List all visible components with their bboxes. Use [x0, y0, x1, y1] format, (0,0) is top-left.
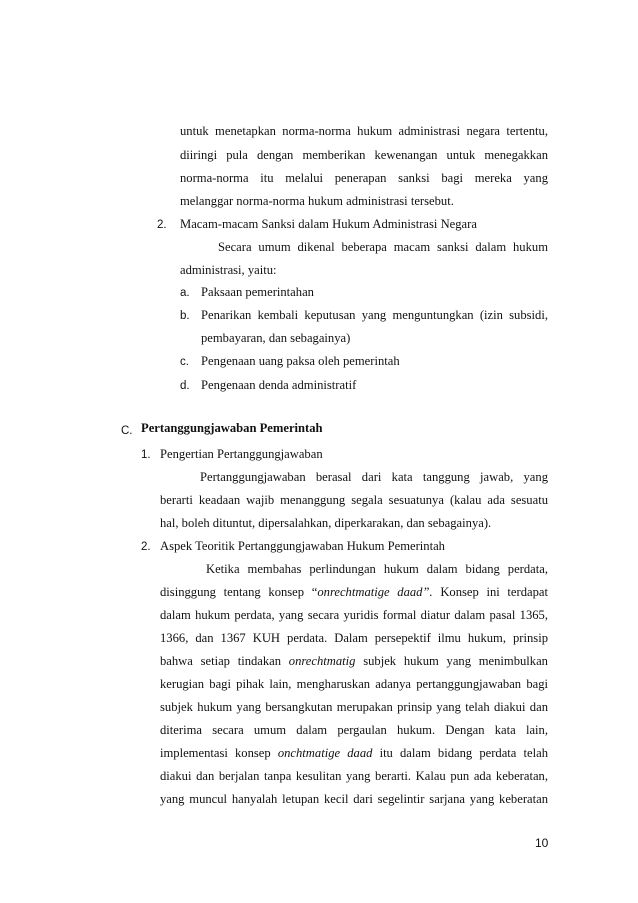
subsection-title: Macam-macam Sanksi dalam Hukum Administrasi Negara — [180, 217, 477, 231]
page-number: 10 — [535, 836, 549, 850]
list-item: Pengenaan uang paksa oleh pemerintah — [201, 354, 400, 368]
list-marker: b. — [180, 310, 190, 322]
paragraph-line: norma-norma itu melalui penerapan sanksi bagi mereka yang — [180, 171, 548, 185]
list-item: Paksaan pemerintahan — [201, 285, 314, 299]
paragraph-line: kerugian bagi pihak lain, mengharuskan adanya pertanggungjawaban bagi — [160, 677, 548, 691]
paragraph-line: implementasi konsep onchtmatige daad itu dalam bidang perdata telah — [160, 746, 549, 760]
section-heading: Pertanggungjawaban Pemerintah — [141, 421, 323, 435]
list-item: Pengenaan denda administratif — [201, 378, 357, 392]
list-number: 2. — [157, 219, 167, 231]
paragraph-line: Secara umum dikenal beberapa macam sanksi dalam hukum — [218, 240, 548, 254]
paragraph-line: dalam hukum perdata, yang secara yuridis formal diatur dalam pasal 1365, — [160, 608, 548, 622]
paragraph-line: subjek hukum yang bersangkutan merupakan prinsip yang telah diakui dan — [160, 700, 548, 714]
paragraph-line: administrasi, yaitu: — [180, 263, 277, 277]
section-marker: C. — [121, 425, 133, 437]
paragraph-line: bahwa setiap tindakan onrechtmatig subjek hukum yang menimbulkan — [160, 654, 548, 668]
list-item-continuation: pembayaran, dan sebagainya) — [201, 331, 351, 345]
paragraph-line: melanggar norma-norma hukum administrasi tersebut. — [180, 194, 454, 208]
paragraph-line: Pertanggungjawaban berasal dari kata tanggung jawab, yang — [200, 470, 548, 484]
paragraph-line: diakui dan berjalan tanpa kesulitan yang berarti. Kalau pun ada keberatan, — [160, 769, 548, 783]
list-number: 1. — [141, 449, 151, 461]
list-marker: c. — [180, 356, 189, 368]
subsection-title: Pengertian Pertanggungjawaban — [160, 447, 323, 461]
paragraph-line: diterima secara umum dalam pergaulan hukum. Dengan kata lain, — [160, 723, 548, 737]
subsection-title: Aspek Teoritik Pertanggungjawaban Hukum Pemerintah — [160, 539, 445, 553]
paragraph-line: untuk menetapkan norma-norma hukum administrasi negara tertentu, — [180, 124, 548, 138]
list-number: 2. — [141, 541, 151, 553]
paragraph-line: berarti keadaan wajib menanggung segala sesuatunya (kalau ada sesuatu — [160, 493, 548, 507]
paragraph-line: yang muncul hanyalah letupan kecil dari segelintir sarjana yang keberatan — [160, 792, 548, 806]
paragraph-line: hal, boleh dituntut, dipersalahkan, diperkarakan, dan sebagainya). — [160, 516, 492, 530]
paragraph-line: disinggung tentang konsep “onrechtmatige daad”. Konsep ini terdapat — [160, 585, 548, 599]
list-item: Penarikan kembali keputusan yang menguntungkan (izin subsidi, — [201, 308, 548, 322]
list-marker: d. — [180, 380, 190, 392]
list-marker: a. — [180, 287, 190, 299]
paragraph-line: 1366, dan 1367 KUH perdata. Dalam persepektif ilmu hukum, prinsip — [160, 631, 548, 645]
paragraph-line: diiringi pula dengan memberikan kewenangan untuk menegakkan — [180, 148, 548, 162]
paragraph-line: Ketika membahas perlindungan hukum dalam bidang perdata, — [206, 562, 548, 576]
